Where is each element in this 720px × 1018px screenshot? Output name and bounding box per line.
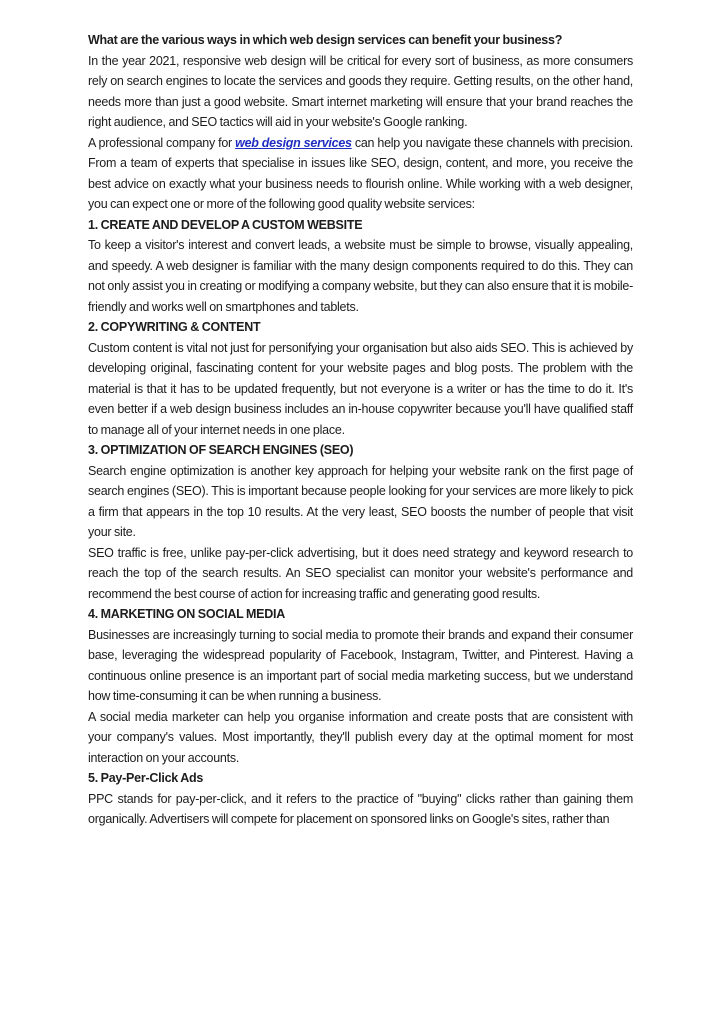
section-5-paragraph: PPC stands for pay-per-click, and it refers to the practice of "buying" clicks rather than gaining them organically. Advertisers will compete for placement on sponsored links on Google's sites, rather than bbox=[88, 791, 633, 826]
web-design-services-link[interactable]: web design services bbox=[235, 135, 352, 150]
section-3-heading: 3. OPTIMIZATION OF SEARCH ENGINES (SEO) bbox=[88, 443, 354, 457]
services-paragraph bbox=[88, 133, 633, 215]
section-2-heading: 2. COPYWRITING & CONTENT bbox=[88, 320, 261, 334]
section-4-heading: 4. MARKETING ON SOCIAL MEDIA bbox=[88, 607, 286, 621]
document-body bbox=[88, 30, 633, 830]
section-4-paragraph-2: A social media marketer can help you organise information and create posts that are consistent with your company's values. Most importantly, they'll publish every day at the optimal moment for most interaction on your accounts. bbox=[88, 709, 633, 765]
document-title: What are the various ways in which web design services can benefit your business? bbox=[88, 33, 563, 47]
intro-paragraph: In the year 2021, responsive web design will be critical for every sort of business, as more consumers rely on search engines to locate the services and goods they require. Getting results, on the other hand, needs more than just a good website. Smart internet marketing will ensure that your brand reaches the right audience, and SEO tactics will aid in your website's Google ranking. bbox=[88, 53, 633, 129]
section-5-heading: 5. Pay-Per-Click Ads bbox=[88, 771, 204, 785]
section-3-paragraph-1: Search engine optimization is another key approach for helping your website rank on the first page of search engines (SEO). This is important because people looking for your services are more likely to pick a firm that appears in the top 10 results. At the very least, SEO boosts the number of people that visit your site. bbox=[88, 463, 633, 539]
services-paragraph-after-link: can help you navigate these channels with precision. From a team of experts that specialise in issues like SEO, design, content, and more, you receive the best advice on exactly what your business needs to flourish online. While working with a web designer, you can expect one or more of the following good quality website services: bbox=[88, 135, 633, 211]
section-1-heading: 1. CREATE AND DEVELOP A CUSTOM WEBSITE bbox=[88, 217, 363, 232]
section-4-paragraph-1: Businesses are increasingly turning to social media to promote their brands and expand their consumer base, leveraging the widespread popularity of Facebook, Instagram, Twitter, and Pinterest. Having a continuous online presence is an important part of social media marketing success, but we understand how time-consuming it can be when running a business. bbox=[88, 627, 633, 703]
services-paragraph-before-link: A professional company for bbox=[88, 135, 236, 150]
section-3-paragraph-2: SEO traffic is free, unlike pay-per-click advertising, but it does need strategy and keyword research to reach the top of the search results. An SEO specialist can monitor your website's performance and recommend the best course of action for increasing traffic and generating good results. bbox=[88, 545, 633, 601]
section-1-paragraph: To keep a visitor's interest and convert leads, a website must be simple to browse, visually appealing, and speedy. A web designer is familiar with the many design components required to do this. They can not only assist you in creating or modifying a company website, but they can also ensure that it is mobile-friendly and works well on smartphones and tablets. bbox=[88, 238, 633, 314]
section-2-paragraph: Custom content is vital not just for personifying your organisation but also aids SEO. This is achieved by developing original, fascinating content for your website pages and blog posts. The problem with the material is that it has to be updated frequently, but not everyone is a writer or has the time to do it. It's even better if a web design business includes an in-house copywriter because you'll have qualified staff to manage all of your internet needs in one place. bbox=[88, 340, 633, 437]
